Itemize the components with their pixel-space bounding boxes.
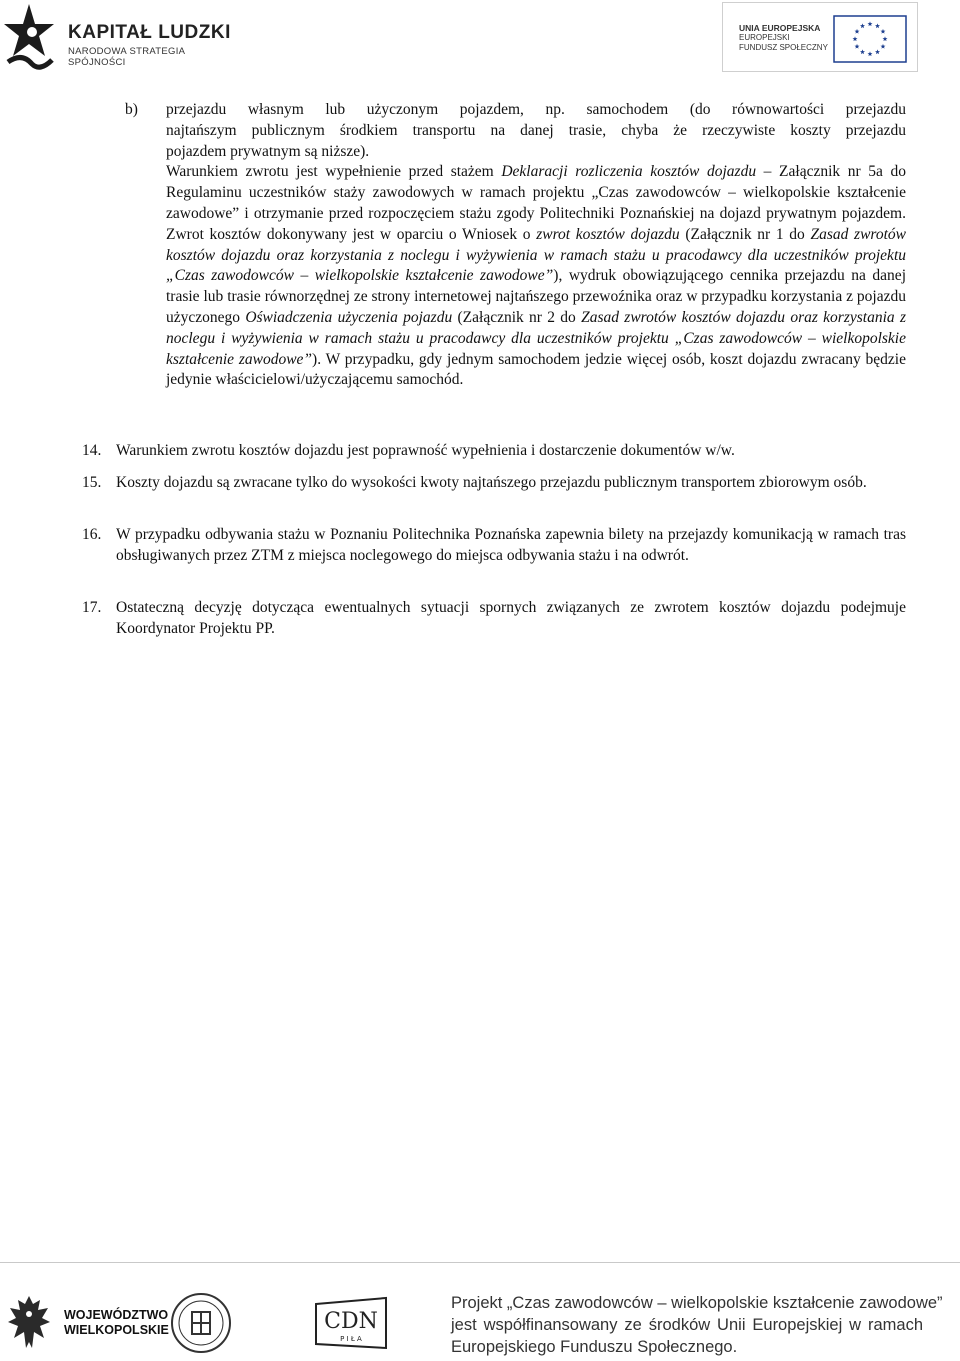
item-14-number: 14. — [82, 442, 102, 459]
doc-title-deklaracja: Deklaracji rozliczenia kosztów dojazdu — [501, 163, 757, 181]
footer-line1: Projekt „Czas zawodowców – wielkopolskie kształcenie zawodowe” — [451, 1294, 943, 1312]
footer-line2: jest współfinansowany ze środków Unii Europejskiej w ramach — [451, 1316, 923, 1334]
kapital-ludzki-title: KAPITAŁ LUDZKI — [68, 22, 231, 43]
eu-logo — [722, 2, 918, 72]
page-footer — [0, 1262, 960, 1361]
item-15-number: 15. — [82, 474, 102, 491]
eu-flag-icon — [833, 15, 907, 63]
wielkopolska-eagle-icon — [4, 1292, 54, 1354]
item-14-text: Warunkiem zwrotu kosztów dojazdu jest poprawność wypełnienia i dostarczenie dokumentów w/w. — [116, 442, 735, 459]
wojewodztwo-logo-text: WOJEWÓDZTWO WIELKOPOLSKIE — [64, 1308, 169, 1337]
footer-line3: Europejskiego Funduszu Społecznego. — [451, 1338, 738, 1356]
item-16-number: 16. — [82, 526, 102, 543]
cdn-logo-text: CDN — [324, 1309, 378, 1334]
item-b-label: b) — [125, 101, 138, 118]
politechnika-seal-icon — [170, 1290, 232, 1356]
page-header — [0, 0, 960, 80]
item-b-line3: pojazdem prywatnym są niższe). — [166, 142, 370, 160]
cdn-pila-logo-icon — [312, 1294, 390, 1354]
item-b-line1: przejazdu własnym lub użyczonym pojazdem, np. samochodem (do równowartości przejazdu — [166, 101, 906, 118]
eu-line1: UNIA EUROPEJSKA — [739, 23, 821, 33]
item-15-text: Koszty dojazdu są zwracane tylko do wysokości kwoty najtańszego przejazdu publicznym transportem zbiorowym osób. — [116, 474, 867, 491]
footer-project-note — [451, 1292, 943, 1358]
item-b-line2: najtańszym publicznym środkiem transportu na danej trasie, chyba że rzeczywiste koszty przejazdu — [166, 121, 906, 139]
item-16-text: W przypadku odbywania stażu w Poznaniu Politechnika Poznańska zapewnia bilety na przejazdy komunikacją w ramach tras obsługiwanych przez ZTM z miejsca noclegowego do miejsca odbywania stażu i na odwrót. — [116, 526, 906, 564]
item-17-number: 17. — [82, 599, 102, 616]
eu-line3: FUNDUSZ SPOŁECZNY — [739, 43, 828, 52]
cdn-logo-subtext: P I Ł A — [340, 1335, 362, 1343]
footer-divider — [0, 1262, 960, 1263]
kapital-ludzki-logo — [2, 2, 242, 74]
eu-line2: EUROPEJSKI — [739, 33, 790, 42]
kapital-ludzki-star-icon — [2, 2, 56, 74]
item-b — [166, 100, 906, 391]
kapital-ludzki-subtitle: NARODOWA STRATEGIA SPÓJNOŚCI — [68, 46, 185, 68]
item-b-paragraph2: Warunkiem zwrotu jest wypełnienie przed stażem Deklaracji rozliczenia kosztów dojazdu – Załącznik nr 5a do Regulaminu uczestników staży zawodowych w ramach projektu „Czas zawodowców – wielkopolskie kształcenie zawodowe” i otrzymanie przed rozpoczęciem stażu zgody Politechniki Poznańskiej na dojazd prywatnym pojazdem. Zwrot kosztów dokonywany jest w oparciu o Wniosek o zwrot kosztów dojazdu (Załącznik nr 1 do Zasad zwrotów kosztów dojazdu oraz korzystania z noclegu i wyżywienia w ramach stażu u pracodawcy dla uczestników projektu „Czas zawodowców – wielkopolskie kształcenie zawodowe”), wydruk obowiązującego cennika przejazdu na danej trasie lub trasie równorzędnej ze strony internetowej najtańszego przewoźnika oraz w przypadku korzystania z pojazdu użyczonego Oświadczenia użyczenia pojazdu (Załącznik nr 2 do Zasad zwrotów kosztów dojazdu oraz korzystania z noclegu i wyżywienia w ramach stażu u pracodawcy dla uczestników projektu „Czas zawodowców – wielkopolskie kształcenie zawodowe”). W przypadku, gdy jednym samochodem jedzie więcej osób, koszt dojazdu zwracany będzie jedynie właścicielowi/użyczającemu samochód. — [166, 163, 907, 389]
item-17-text: Ostateczną decyzję dotycząca ewentualnych sytuacji spornych związanych ze zwrotem kosztów dojazdu podejmuje Koordynator Projektu PP. — [116, 599, 906, 637]
